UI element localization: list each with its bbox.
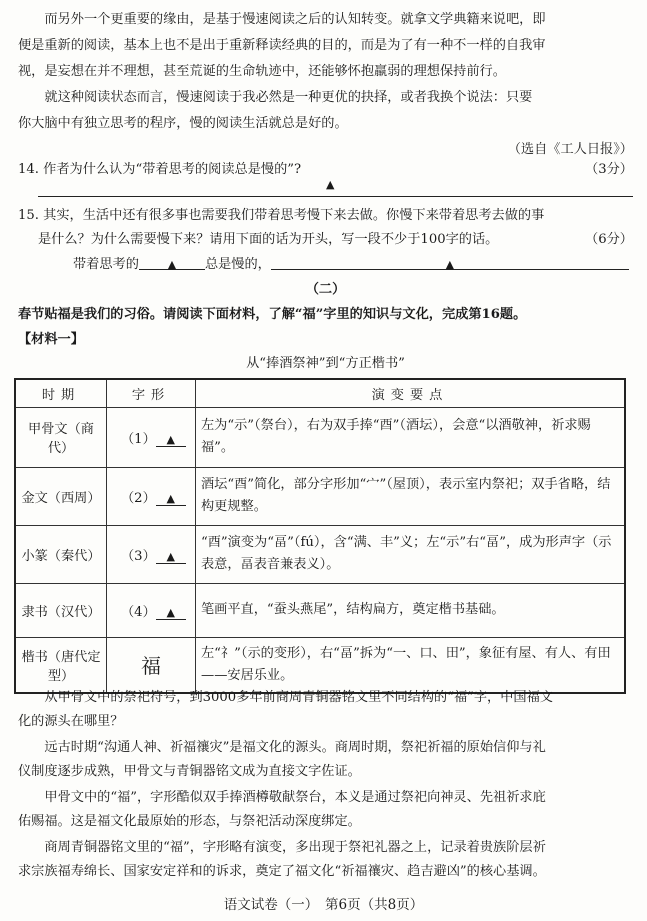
answer-blank[interactable]: ▲	[156, 433, 186, 447]
question-15-line: 15. 其实，生活中还有很多事也需要我们带着思考慢下来去做。你慢下来带着思考去做的事	[18, 208, 545, 223]
section-intro: 春节贴福是我们的习俗。请阅读下面材料，了解“福”字里的知识与文化，完成第16题。	[18, 307, 527, 322]
question-15-prompt	[73, 255, 633, 275]
question-15-line: 是什么？为什么需要慢下来？请用下面的话为开头，写一段不少于100字的话。	[38, 232, 499, 247]
table-header: 字形	[107, 379, 196, 407]
glyph-cell: （4） ▲	[107, 583, 196, 637]
answer-blank[interactable]: ▲	[156, 550, 186, 564]
desc-cell: 左为“示”（祭台），右为双手捧“酉”（酒坛），会意“以酒敬神，祈求赐福”。	[196, 407, 626, 467]
glyph-cell: （2） ▲	[107, 467, 196, 525]
body-line: 从甲骨文中的祭祀符号，到3000多年前商周青铜器铭文里不同结构的“福”字，中国福文	[44, 690, 553, 705]
page-footer: 语文试卷（一） 第6页（共8页）	[223, 897, 424, 913]
period-cell: 甲骨文（商代）	[15, 407, 107, 467]
passage-line: 视，是妄想在并不理想，甚至荒诞的生命轨迹中，还能够怀抱羸弱的理想保持前行。	[18, 64, 506, 79]
body-line: 化的源头在哪里？	[18, 714, 124, 729]
passage-line: 就这种阅读状态而言，慢速阅读于我必然是一种更优的抉择，或者我换个说法：只要	[44, 90, 533, 105]
body-line: 求宗族福寿绵长、国家安定祥和的诉求，奠定了福文化“祈福禳灾、趋吉避凶”的核心基调。	[18, 864, 546, 879]
table-header: 时期	[15, 379, 107, 407]
answer-blank[interactable]	[271, 255, 629, 270]
desc-cell: 笔画平直，“蚕头燕尾”，结构扁方，奠定楷书基础。	[196, 583, 626, 637]
period-cell: 小篆（秦代）	[15, 525, 107, 583]
table-row	[15, 407, 625, 467]
table-row	[15, 467, 625, 525]
answer-marker: ▲	[167, 258, 177, 271]
answer-blank[interactable]: ▲	[156, 492, 186, 506]
evolution-table	[14, 378, 626, 694]
passage-line: 而另外一个更重要的缘由，是基于慢速阅读之后的认知转变。就拿文学典籍来说吧，即	[44, 12, 546, 27]
period-cell: 金文（西周）	[15, 467, 107, 525]
glyph-cell: 福	[107, 637, 196, 693]
table-row	[15, 583, 625, 637]
material-label: 【材料一】	[18, 332, 84, 347]
section-heading: （二）	[305, 282, 346, 297]
answer-blank[interactable]: ▲	[156, 606, 186, 620]
desc-cell: 酒坛“酉”简化，部分字形加“宀”（屋顶），表示室内祭祀；双手省略，结构更规整。	[196, 467, 626, 525]
table-header: 演变要点	[196, 379, 626, 407]
answer-marker: ▲	[326, 178, 335, 191]
table-row	[15, 525, 625, 583]
passage-line: 你大脑中有独立思考的程序，慢的阅读生活就总是好的。	[18, 116, 348, 131]
desc-cell: 左“礻”（示的变形），右“畐”拆为“一、口、田”，象征有屋、有人、有田——安居乐业。	[196, 637, 626, 693]
prompt-start: 带着思考的	[73, 257, 139, 272]
body-line: 远古时期“沟通人神、祈福禳灾”是福文化的源头。商周时期，祭祀祈福的原始信仰与礼	[44, 740, 546, 755]
question-14-score: （3分）	[585, 162, 633, 177]
source-citation: （选自《工人日报》）	[507, 142, 633, 157]
table-row	[15, 637, 625, 693]
answer-marker: ▲	[445, 258, 455, 271]
question-15-score: （6分）	[585, 232, 633, 247]
answer-blank[interactable]	[139, 255, 205, 270]
glyph-cell: （1） ▲	[107, 407, 196, 467]
answer-line-14[interactable]	[38, 176, 633, 197]
table-title: 从“捧酒祭神”到“方正楷书”	[246, 356, 405, 371]
desc-cell: “酉”演变为“畐”（fú），含“满、丰”义；左“示”右“畐”，成为形声字（示表意，畐表音兼表义）。	[196, 525, 626, 583]
period-cell: 楷书（唐代定型）	[15, 637, 107, 693]
body-line: 仪制度逐步成熟，甲骨文与青铜器铭文成为直接文字佐证。	[18, 764, 361, 779]
body-line: 佑赐福。这是福文化最原始的形态，与祭祀活动深度绑定。	[18, 814, 361, 829]
period-cell: 隶书（汉代）	[15, 583, 107, 637]
prompt-end: 总是慢的，	[204, 257, 271, 272]
question-14-text: 14. 作者为什么认为“带着思考的阅读总是慢的”?	[18, 162, 302, 177]
body-line: 甲骨文中的“福”，字形酷似双手捧酒樽敬献祭台，本义是通过祭祀向神灵、先祖祈求庇	[44, 790, 546, 805]
passage-line: 便是重新的阅读，基本上也不是出于重新释读经典的目的，而是为了有一种不一样的自我审	[18, 38, 546, 53]
body-line: 商周青铜器铭文里的“福”，字形略有演变，多出现于祭祀礼器之上，记录着贵族阶层祈	[44, 840, 546, 855]
glyph-cell: （3） ▲	[107, 525, 196, 583]
